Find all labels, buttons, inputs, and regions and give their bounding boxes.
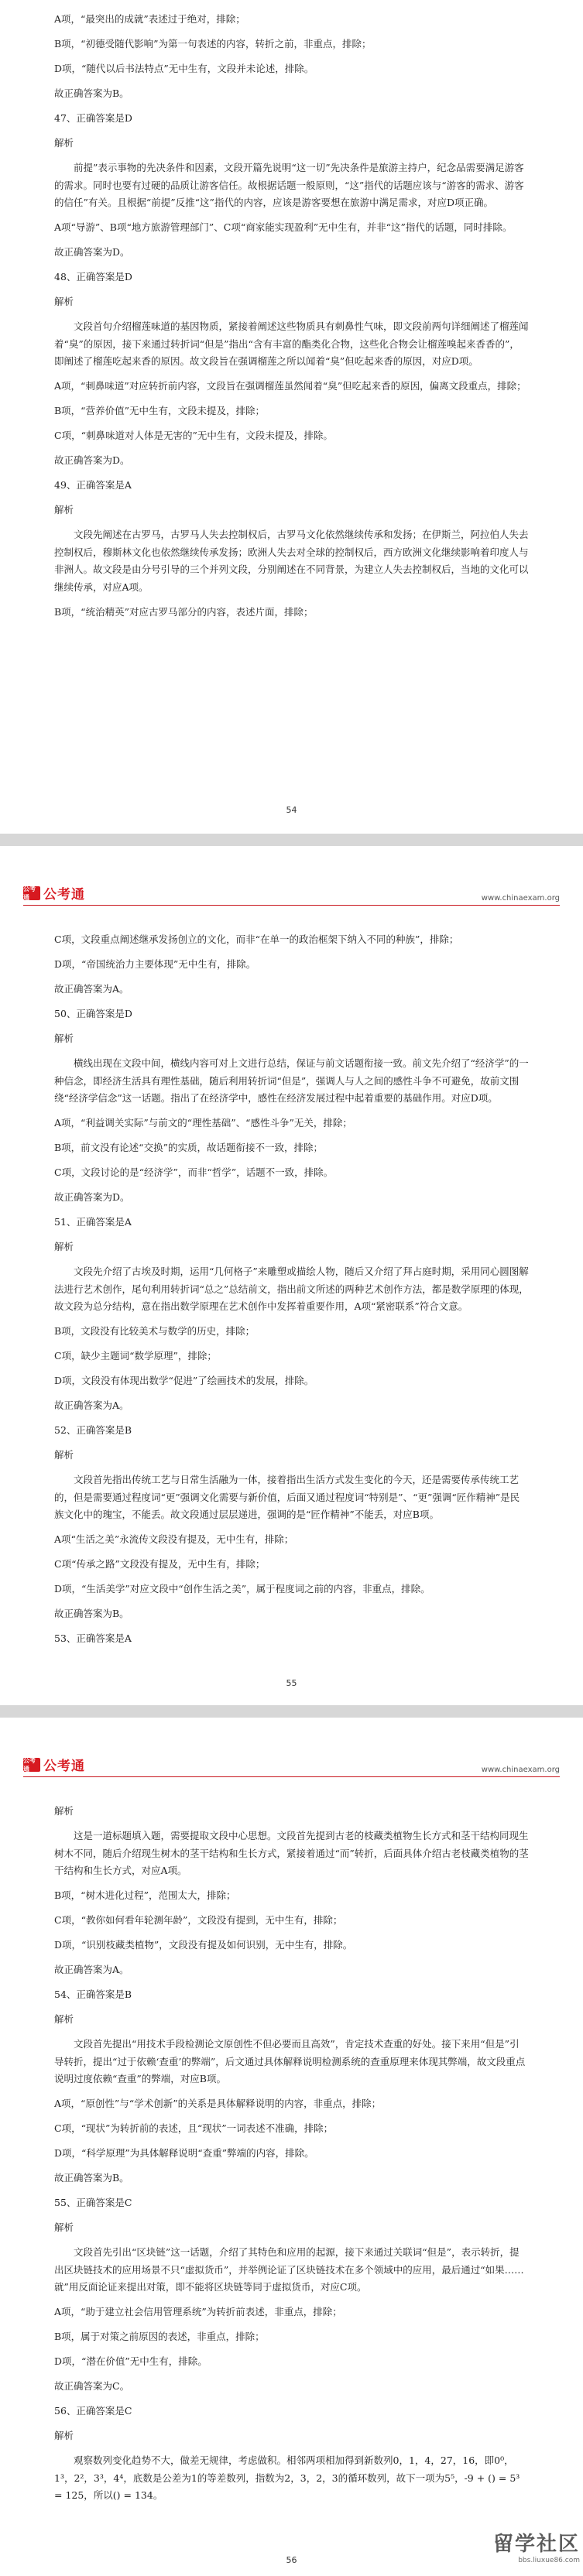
paragraph: 文段首先指出传统工艺与日常生活融为一体，接着指出生活方式发生变化的今天，还是需要传承传统工艺的，但是需要通过程度词“更”强调文化需要与新价值，后面又通过程度词“特别是”、“更”强调“匠作精神”是民族文化中的瑰宝，不能丢。故文段通过层层递进，强调的是“匠作精神”不能丢，对应B项。 xyxy=(54,1474,520,1520)
paragraph: B项，“统治精英”对应古罗马部分的内容，表述片面，排除； xyxy=(54,605,314,618)
brand-name: 公考通 xyxy=(43,1759,85,1774)
paragraph: 前提”表示事物的先决条件和因素，文段开篇先说明“这一切”先决条件是旅游主持户，纪念品需要满足游客的需求。同时也要有过硬的品质让游客信任。故根据话题一般原则，“这”指代的话题应该与“游客的需求、游客的信任”有关。且根据“前提”反推“这”指代的内容，应该是游客要想在旅游中满足需求，对应D项正确。 xyxy=(54,162,524,208)
paragraph: 50、正确答案是D xyxy=(54,1008,132,1019)
watermark xyxy=(481,2528,580,2571)
page-number: 54 xyxy=(286,805,297,815)
paragraph: C项，文段重点阐述继承发扬创立的文化，而非“在单一的政治框架下纳入不同的种族”，排除； xyxy=(54,933,459,945)
paragraph: A项，“利益调关实际”与前文的“理性基础”、“感性斗争”无关，排除； xyxy=(54,1117,352,1129)
paragraph: 51、正确答案是A xyxy=(54,1216,132,1228)
paragraph: C项，文段讨论的是“经济学”，而非“哲学”，话题不一致，排除。 xyxy=(54,1166,334,1178)
site-url: www.chinaexam.org xyxy=(481,894,560,903)
paragraph: 故正确答案为B。 xyxy=(54,87,129,99)
paragraph: 故正确答案为D。 xyxy=(54,454,130,466)
paragraph: 故正确答案为A。 xyxy=(54,1399,129,1411)
site-url: www.chinaexam.org xyxy=(481,1766,560,1774)
paragraph: C项，“教你如何看年轮测年龄”，文段没有提到，无中生有，排除； xyxy=(54,1914,343,1926)
paragraph: A项“生活之美”永流传文段没有提及，无中生有，排除； xyxy=(54,1533,294,1545)
paragraph: 54、正确答案是B xyxy=(54,1989,132,2000)
paragraph: 49、正确答案是A xyxy=(54,479,132,491)
paragraph: 解析 xyxy=(54,504,74,516)
watermark-logo: 留学社区 xyxy=(492,2533,580,2556)
paragraph: B项，属于对策之前原因的表述，非重点，排除； xyxy=(54,2331,265,2342)
page-number: 55 xyxy=(286,1678,297,1688)
paragraph: C项，缺少主题词“数学原理”，排除； xyxy=(54,1350,217,1362)
paragraph: A项，“最突出的成就”表述过于绝对，排除； xyxy=(54,13,245,25)
paragraph: A项“导游”、B项“地方旅游管理部门”、C项“商家能实现盈利”无中生有，并非“这”指代的话题，同时排除。 xyxy=(54,221,513,233)
page-header xyxy=(23,1749,560,1780)
header-rule xyxy=(23,1776,560,1777)
paragraph: 故正确答案为B。 xyxy=(54,2172,129,2184)
paragraph: C项“传承之路”文段没有提及，无中生有，排除； xyxy=(54,1558,266,1570)
page-header xyxy=(23,877,560,908)
paragraph: 解析 xyxy=(54,1241,74,1252)
paragraph: 文段先介绍了古埃及时期，运用“几何格子”来雕塑或描绘人物，随后又介绍了拜占庭时期，采用同心圆图解法进行艺术创作，尾句利用转折词“总之”总结前文，指出前文所述的两种艺术创作方法，都是数学原理的体现，故文段为总分结构，意在指出数学原理在艺术创作中发挥着重要作用，A项“紧密联系”符合文意。 xyxy=(54,1266,529,1312)
paragraph: D项，“科学原理”为具体解释说明“查重”弊端的内容，排除。 xyxy=(54,2147,314,2159)
paragraph: 解析 xyxy=(54,1805,74,1817)
paragraph: 故正确答案为A。 xyxy=(54,1964,129,1975)
paragraph: 文段首先引出“区块链”这一话题，介绍了其特色和应用的起源，接下来通过关联词“但是”，表示转折，提出区块链技术的应用场景不只“虚拟货币”，并举例论证了区块链技术在多个领域中的应用，最后通过“如果……就”用反面论证来提出对策，即不能将区块链等同于虚拟货币，对应C项。 xyxy=(54,2246,524,2293)
logo-badge-icon: 公考通 xyxy=(23,1758,40,1772)
paragraph: D项，“生活美学”对应文段中“创作生活之美”，属于程度词之前的内容，非重点，排除。 xyxy=(54,1583,430,1595)
paragraph: 文段先阐述在古罗马，古罗马人失去控制权后，古罗马文化依然继续传承和发扬；在伊斯兰，阿拉伯人失去控制权后，穆斯林文化也依然继续传承发扬；欧洲人失去对全球的控制权后，西方欧洲文化继续影响着印度人与非洲人。故文段是由分号引导的三个并列文段，分别阐述在不同背景，为建立人失去控制权后，当地的文化可以继续传承，对应A项。 xyxy=(54,529,529,593)
paragraph: 故正确答案为D。 xyxy=(54,246,130,258)
paragraph: D项，文段没有体现出数学“促进”了绘画技术的发展，排除。 xyxy=(54,1375,314,1386)
paragraph: C项，“刺鼻味道对人体是无害的”无中生有，文段未提及，排除。 xyxy=(54,430,333,441)
paragraph: 横线出现在文段中间，横线内容可对上文进行总结，保证与前文话题衔接一致。前文先介绍了“经济学”的一种信念，即经济生活具有理性基础，随后利用转折词“但是”，强调人与人之间的感性斗争不可避免，故前文围绕“经济学信念”这一话题。指出了在经济学中，感性在经济发展过程中起着重要的基础作用。对应D项。 xyxy=(54,1057,529,1104)
paragraph: C项，“现状”为转折前的表述，且“现状”一词表述不准确，排除； xyxy=(54,2122,334,2134)
header-rule xyxy=(23,905,560,906)
watermark-url: bbs.liuxue86.com xyxy=(518,2557,580,2564)
paragraph: 55、正确答案是C xyxy=(54,2197,132,2208)
paragraph: 解析 xyxy=(54,2221,74,2233)
paragraph: 解析 xyxy=(54,1449,74,1461)
paragraph: 文段首先提出“用技术手段检测论文原创性不但必要而且高效”，肯定技术查重的好处。接下来用“但是”引导转折，提出“过于依赖‘查重’的弊端”，后文通过具体解释说明检测系统的查重原理来体现其弊端，故文段重点说明过度依赖“查重”的弊端，对应B项。 xyxy=(54,2038,526,2084)
paragraph: B项，文段没有比较美术与数学的历史，排除； xyxy=(54,1325,255,1337)
document-page-54 xyxy=(0,0,583,834)
paragraph: 解析 xyxy=(54,2430,74,2441)
page-separator xyxy=(0,834,583,846)
brand-logo xyxy=(23,883,85,903)
page-body xyxy=(54,11,529,629)
paragraph: B项，前文没有论述“交换”的实质，故话题衔接不一致，排除； xyxy=(54,1142,323,1153)
page-separator xyxy=(0,1705,583,1718)
paragraph: 故正确答案为A。 xyxy=(54,983,129,995)
paragraph: 故正确答案为C。 xyxy=(54,2380,130,2392)
paragraph: 故正确答案为B。 xyxy=(54,1608,129,1619)
paragraph: B项，“树木进化过程”，范围太大，排除； xyxy=(54,1889,236,1901)
paragraph: A项，“助于建立社会信用管理系统”为转折前表述，非重点，排除； xyxy=(54,2306,342,2317)
paragraph: A项，“原创性”与“学术创新”的关系是具体解释说明的内容，非重点，排除； xyxy=(54,2098,382,2109)
logo-badge-icon: 公考通 xyxy=(23,886,40,900)
paragraph: 47、正确答案是D xyxy=(54,112,132,124)
paragraph: 解析 xyxy=(54,296,74,307)
paragraph: D项，“帝国统治力主要体现”无中生有，排除。 xyxy=(54,958,256,970)
paragraph: 这是一道标题填入题，需要提取文段中心思想。文段首先提到古老的枝藏类植物生长方式和茎干结构同现生树木不同，随后介绍现生树木的茎干结构和生长方式，紧接着通过“而”转折，后面具体介绍古老枝藏类植物的茎干结构和生长方式，对应A项。 xyxy=(54,1830,529,1876)
brand-name: 公考通 xyxy=(43,887,85,903)
paragraph: 故正确答案为D。 xyxy=(54,1191,130,1203)
paragraph: 解析 xyxy=(54,2013,74,2025)
brand-logo xyxy=(23,1755,85,1774)
paragraph: 56、正确答案是C xyxy=(54,2405,132,2417)
paragraph: D项，“潜在价值”无中生有，排除。 xyxy=(54,2355,207,2367)
page-number: 56 xyxy=(286,2555,297,2565)
paragraph: 48、正确答案是D xyxy=(54,271,132,283)
paragraph: 观察数列变化趋势不大，做差无规律，考虑做积。相邻两项相加得到新数列0，1，4，27，16，即0⁰，1³，2²，3³，4⁴，底数是公差为1的等差数列，指数为2，3，2，3的循环数列，故下一项为5⁵，-9 + () = 5³ = 125，所以() = 134。 xyxy=(54,2454,520,2501)
page-body xyxy=(54,931,529,1655)
document-page-56 xyxy=(0,1718,583,2576)
paragraph: 文段首句介绍榴莲味道的基因物质，紧接着阐述这些物质具有刺鼻性气味，即文段前两句详细阐述了榴莲闻着“臭”的原因，接下来通过转折词“但是”指出“含有丰富的酯类化合物，这些化合物会让榴莲嗅起来香香的”，即阐述了榴莲吃起来香的原因。故文段旨在强调榴莲之所以闻着“臭”但吃起来香的原因，对应D项。 xyxy=(54,320,529,367)
paragraph: 解析 xyxy=(54,1033,74,1044)
document-page-55 xyxy=(0,846,583,1705)
paragraph: D项，“随代以后书法特点”无中生有，文段并未论述，排除。 xyxy=(54,63,314,74)
paragraph: B项，“初德受随代影响”为第一句表述的内容，转折之前，非重点，排除； xyxy=(54,38,372,50)
paragraph: 解析 xyxy=(54,137,74,149)
paragraph: A项，“刺鼻味道”对应转折前内容，文段旨在强调榴莲虽然闻着“臭”但吃起来香的原因，偏离文段重点，排除； xyxy=(54,380,526,392)
paragraph: D项，“识别枝藏类植物”，文段没有提及如何识别，无中生有，排除。 xyxy=(54,1939,353,1951)
page-body xyxy=(54,1803,529,2512)
paragraph: 52、正确答案是B xyxy=(54,1424,132,1436)
paragraph: 53、正确答案是A xyxy=(54,1632,132,1644)
paragraph: B项，“营养价值”无中生有，文段未提及，排除； xyxy=(54,405,265,416)
